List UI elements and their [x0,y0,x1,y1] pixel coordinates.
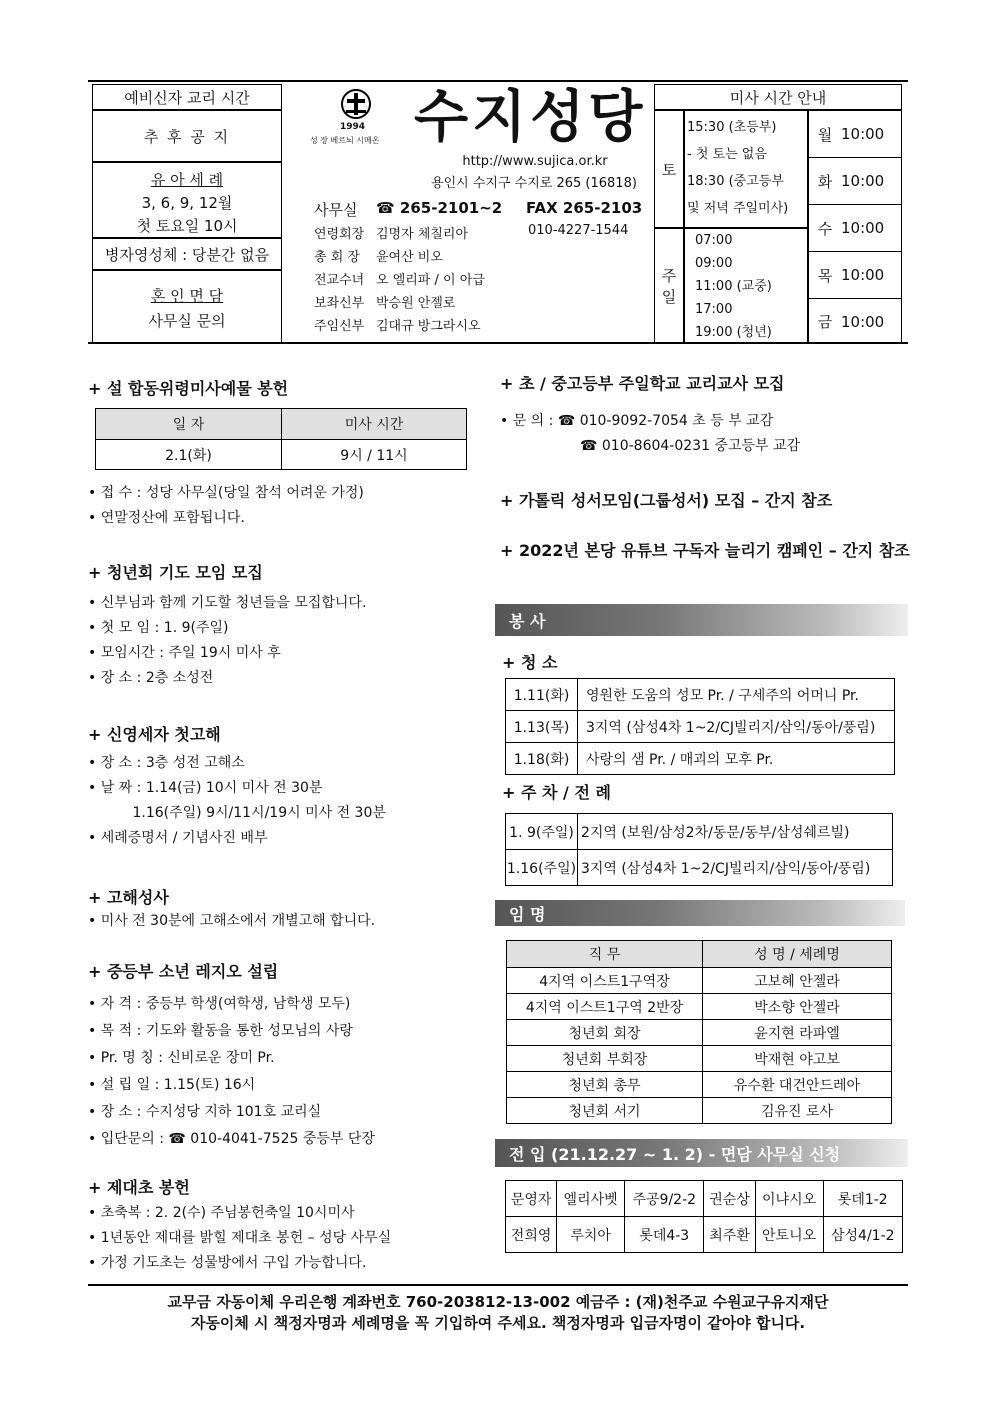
teacher-contact-1: • 문 의 : ☎ 010-9092-7054 초 등 부 교감 [500,413,774,429]
notice-label: 추 후 공 지 [92,110,282,162]
altar-candle-list: • 초축복 : 2. 2(수) 주님봉헌축일 10시미사 • 1년동안 제대를 밝힐 제대초 봉헌 – 성당 사무실 • 가정 기도초는 성물방에서 구입 가능합니다. [88,1205,392,1271]
weekday-row: 화 10:00 [809,158,901,205]
contact-row: 총 회 장 윤여산 비오 [314,250,443,265]
memorial-mass-notes: • 접 수 : 성당 사무실(당일 참석 어려운 가정) • 연말정산에 포함됩니다. [88,485,364,526]
weekday-row: 수 10:00 [809,205,901,252]
section-title-legio: + 중등부 소년 레지오 설립 [88,962,279,981]
office-phone: ☎ 265-2101~2 [376,199,503,217]
contact-row: 연령회장 김명자 체칠리아 010-4227-1544 [314,223,629,242]
marriage-title: 혼 인 면 담 [150,286,224,305]
transfer-bar: 전 입 (21.12.27 ~ 1. 2) - 면담 사무실 신청 [495,1139,908,1167]
section-title-bible-group: + 가톨릭 성서모임(그룹성서) 모집 – 간지 참조 [500,491,833,510]
infant-baptism-time: 첫 토요일 10시 [136,217,238,235]
marriage-contact: 사무실 문의 [148,311,226,330]
table-row: 4지역 이스트1구역 2반장 박소향 안젤라 [507,994,892,1020]
footer-bank-info: 교무금 자동이체 우리은행 계좌번호 760-203812-13-002 예금주 : (재)천주교 수원교구유지재단 [167,1293,829,1311]
sick-communion: 병자영성체 : 당분간 없음 [92,238,282,270]
transfer-table [505,1180,903,1253]
table-row: 청년회 회장 윤지현 라파엘 [507,1020,892,1046]
church-name: 수지성당 [414,85,647,150]
infant-baptism-months: 3, 6, 9, 12월 [141,194,233,212]
section-title-altar-candle: + 제대초 봉헌 [88,1178,190,1197]
first-confession-list: • 장 소 : 3층 성전 고해소 • 날 짜 : 1.14(금) 10시 미사 전 30분 1.16(주일) 9시/11시/19시 미사 전 30분 • 세례증명서 / 기념사진 배부 [88,755,386,846]
parking-title: + 주 차 / 전 례 [502,783,611,802]
table-row: 1.16(주일) 3지역 (삼성4차 1~2/CJ빌리지/삼익/동아/풍림) [506,850,893,886]
mass-title: 미사 시간 안내 [654,84,902,110]
section-title-youtube: + 2022년 본당 유튜브 구독자 늘리기 캠페인 – 간지 참조 [500,541,910,560]
table-row: 청년회 총무 유수환 대건안드레아 [507,1072,892,1098]
fax: FAX 265-2103 [526,199,643,217]
confession-list: • 미사 전 30분에 고해소에서 개별고해 합니다. [88,913,376,929]
appointment-bar: 임 명 [495,900,905,926]
section-title-youth-prayer: + 청년회 기도 모임 모집 [88,563,263,582]
catechumen-label: 예비신자 교리 시간 [92,84,282,110]
cleaning-table [505,678,895,775]
sunday-label: 주 일 [654,228,684,344]
service-bar: 봉 사 [495,604,908,636]
teacher-contact-2: ☎ 010-8604-0231 중고등부 교감 [580,438,801,454]
infant-baptism-box [92,162,282,238]
section-title-confession: + 고해성사 [88,888,169,907]
table-row: 1.11(화) 영원한 도움의 성모 Pr. / 구세주의 어머니 Pr. [506,679,895,711]
parking-table [505,813,893,886]
footer [88,1292,908,1334]
website[interactable]: http://www.sujica.or.kr [462,154,608,169]
section-title-first-confession: + 신영세자 첫고해 [88,725,221,744]
weekday-row: 금 10:00 [817,312,885,331]
marriage-box [92,270,282,344]
table-row: 2.1(화) 9시 / 11시 [96,440,467,470]
table-row: 청년회 부회장 박재현 야고보 [507,1046,892,1072]
youth-prayer-list: • 신부님과 함께 기도할 청년들을 모집합니다. • 첫 모 임 : 1. 9(주일) • 모임시간 : 주일 19시 미사 후 • 장 소 : 2층 소성전 [88,595,367,686]
contact-row: 전교수녀 오 엘리파 / 이 아급 [314,273,485,288]
logo-year: 1994 [340,122,366,132]
table-row: 1. 9(주일) 2지역 (보원/삼성2차/동문/동부/삼성쉐르빌) [506,814,893,850]
office-label: 사무실 [314,201,358,219]
footer-divider [88,1284,908,1286]
church-logo [310,88,420,152]
table-row: 청년회 서기 김유진 로사 [507,1098,892,1124]
saturday-label: 토 [654,110,684,228]
sunday-times: 07:00 09:00 11:00 (교중) 17:00 19:00 (청년) [684,228,808,344]
table-row: 4지역 이스트1구역장 고보혜 안젤라 [507,968,892,994]
weekday-row: 목 10:00 [809,252,901,299]
header [88,80,908,344]
weekday-schedule [808,110,902,344]
footer-instruction: 자동이체 시 책정자명과 세례명을 꼭 기입하여 주세요. 책정자명과 입금자명이 같아야 합니다. [190,1314,806,1332]
appointment-table [506,940,892,1124]
saturday-times: 15:30 (초등부) - 첫 토는 없음 18:30 (중고등부 및 저녁 주일미사) [684,110,808,228]
legio-list: • 자 격 : 중등부 학생(여학생, 남학생 모두) • 목 적 : 기도와 활동을 통한 성모님의 사랑 • Pr. 명 칭 : 신비로운 장미 Pr. • 설 립 일 : 1.15(토) 16시 • 장 소 : 수지성당 지하 101호 교리실 • 입단문의 : ☎ 010-4041-7525 중등부 단장 [88,996,375,1147]
section-title-teacher-recruit: + 초 / 중고등부 주일학교 교리교사 모집 [500,374,785,393]
table-row: 문영자 엘리사벳 주공9/2-2 권순상 이냐시오 롯데1-2 [506,1181,903,1217]
contact-row: 보좌신부 박승원 안젤로 [314,296,456,311]
table-row: 1.18(화) 사랑의 샘 Pr. / 매괴의 모후 Pr. [506,743,895,775]
contact-row: 주임신부 김대규 방그라시오 [314,319,481,334]
cleaning-title: + 청 소 [502,653,558,672]
section-title-memorial-mass: + 설 합동위령미사예물 봉헌 [88,379,289,398]
table-row: 1.13(목) 3지역 (삼성4차 1~2/CJ빌리지/삼익/동아/풍림) [506,711,895,743]
memorial-mass-table: 일 자 미사 시간 2.1(화) 9시 / 11시 [95,408,467,470]
weekday-row: 월 10:00 [809,111,901,158]
address: 용인시 수지구 수지로 265 (16818) [431,176,637,191]
contacts-list [314,223,664,338]
infant-baptism-title: 유 아 세 례 [150,170,224,189]
table-row: 전희영 루치아 롯데4-3 최주환 안토니오 삼성4/1-2 [506,1217,903,1253]
logo-caption: 성 장 베르뇌 시메온 [310,136,380,145]
table-header: 직 무 성 명 / 세례명 [507,941,892,968]
